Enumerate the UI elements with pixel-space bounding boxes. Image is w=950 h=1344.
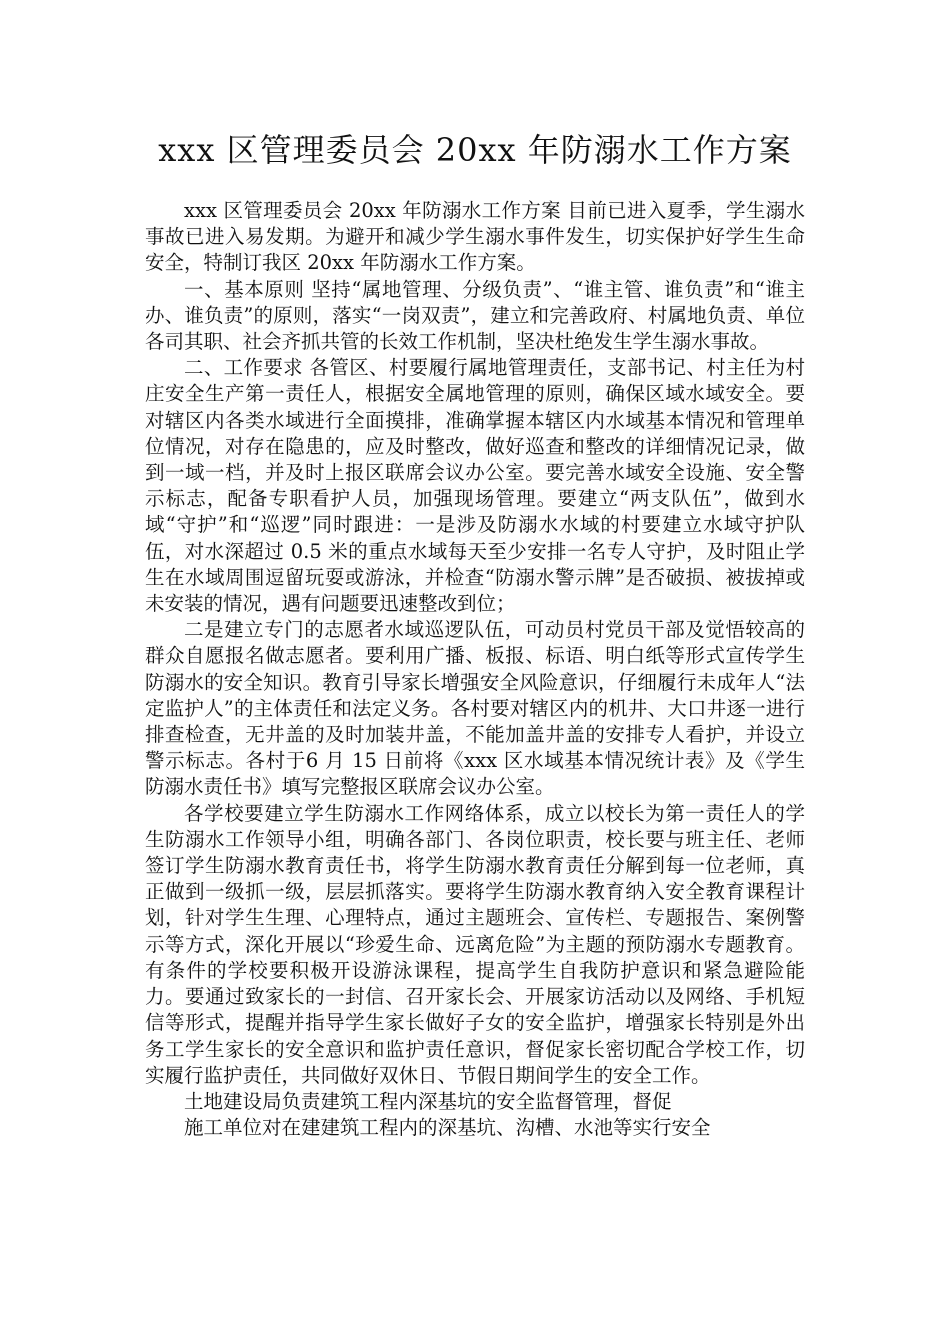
paragraph-basic-principles: 一、基本原则 坚持“属地管理、分级负责”、“谁主管、谁负责”和“谁主办、谁负责”的原则，落实“一岗双责”，建立和完善政府、村属地负责、单位各司其职、社会齐抓共管的长效工作机制，坚决杜绝发生学生溺水事故。 [145,277,805,354]
paragraph-construction-units: 施工单位对在建建筑工程内的深基坑、沟槽、水池等实行安全 [184,1116,711,1140]
paragraph-volunteer-patrol: 二是建立专门的志愿者水域巡逻队伍，可动员村党员干部及觉悟较高的群众自愿报名做志愿者。要利用广播、板报、标语、明白纸等形式宣传学生防溺水的安全知识。教育引导家长增强安全风险意识，仔细履行未成年人“法定监护人”的主体责任和法定义务。各村要对辖区内的机井、大口井逐一进行排查检查，无井盖的及时加装井盖，不能加盖井盖的安排专人看护，并设立警示标志。各村于6 月 15 日前将《xxx 区水域基本情况统计表》及《学生防溺水责任书》填写完整报区联席会议办公室。 [145,618,805,799]
document-body [145,198,805,1141]
paragraph-schools: 各学校要建立学生防溺水工作网络体系，成立以校长为第一责任人的学生防溺水工作领导小组，明确各部门、各岗位职责，校长要与班主任、老师签订学生防溺水教育责任书，将学生防溺水教育责任分解到每一位老师，真正做到一级抓一级，层层抓落实。要将学生防溺水教育纳入安全教育课程计划，针对学生生理、心理特点，通过主题班会、宣传栏、专题报告、案例警示等方式，深化开展以“珍爱生命、远离危险”为主题的预防溺水专题教育。有条件的学校要积极开设游泳课程，提高学生自我防护意识和紧急避险能力。要通过致家长的一封信、召开家长会、开展家访活动以及网络、手机短信等形式，提醒并指导学生家长做好子女的安全监护，增强家长特别是外出务工学生家长的安全意识和监护责任意识，督促家长密切配合学校工作，切实履行监护责任，共同做好双休日、节假日期间学生的安全工作。 [145,801,805,1087]
paragraph-work-requirements: 二、工作要求 各管区、村要履行属地管理责任，支部书记、村主任为村庄安全生产第一责任人，根据安全属地管理的原则，确保区域水域安全。要对辖区内各类水域进行全面摸排，准确掌握本辖区内水域基本情况和管理单位情况，对存在隐患的，应及时整改，做好巡查和整改的详细情况记录，做到一域一档，并及时上报区联席会议办公室。要完善水域安全设施、安全警示标志，配备专职看护人员，加强现场管理。要建立“两支队伍”，做到水域“守护”和“巡逻”同时跟进：一是涉及防溺水水域的村要建立水域守护队伍，对水深超过 0.5 米的重点水域每天至少安排一名专人守护，及时阻止学生在水域周围逗留玩耍或游泳，并检查“防溺水警示牌”是否破损、被拔掉或未安装的情况，遇有问题要迅速整改到位； [145,356,805,616]
paragraph-intro: xxx 区管理委员会 20xx 年防溺水工作方案 目前已进入夏季，学生溺水事故已进入易发期。为避开和减少学生溺水事件发生，切实保护好学生生命安全，特制订我区 20xx 年防溺水工作方案。 [145,199,805,275]
document-title: xxx 区管理委员会 20xx 年防溺水工作方案 [158,131,792,169]
paragraph-land-construction: 土地建设局负责建筑工程内深基坑的安全监督管理，督促 [184,1089,672,1113]
